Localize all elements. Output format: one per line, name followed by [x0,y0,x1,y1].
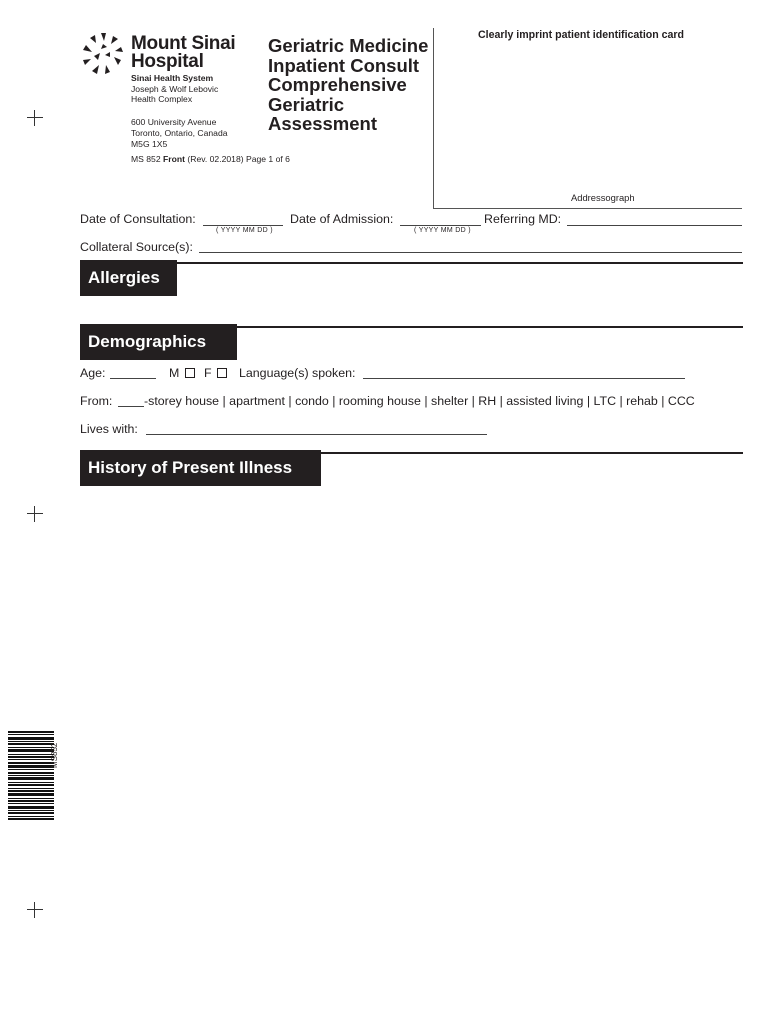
female-label: F [204,366,212,380]
crop-mark-bottom [27,902,43,918]
from-options: -storey house | apartment | condo | rooming house | shelter | RH | assisted living | LTC | rehab | CCC [144,394,695,408]
form-side: Front [163,154,185,164]
form-title: Geriatric Medicine Inpatient Consult Comprehensive Geriatric Assessment [268,35,429,134]
male-checkbox[interactable] [185,368,195,378]
addressograph-label: Addressograph [571,192,635,203]
vertical-form-code: MS852 [50,742,59,768]
consultation-date-field[interactable] [203,225,283,226]
age-field[interactable] [110,378,156,379]
sex-male-option[interactable] [169,366,195,380]
referring-md-label: Referring MD: [484,212,562,226]
referring-md-field[interactable] [567,225,742,226]
health-system-name: Sinai Health System [131,73,214,83]
male-label: M [169,366,180,380]
hospital-address-line2: Toronto, Ontario, Canada [131,128,228,138]
hospital-address-line3: M5G 1X5 [131,139,168,149]
languages-label: Language(s) spoken: [239,366,356,380]
consultation-date-hint: ( YYYY MM DD ) [216,227,273,234]
from-label: From: [80,394,113,408]
admission-date-label: Date of Admission: [290,212,394,226]
form-code-line [131,154,290,165]
hpi-entry-area[interactable] [80,490,743,990]
female-checkbox[interactable] [217,368,227,378]
lives-with-label: Lives with: [80,422,138,436]
complex-name-line1: Joseph & Wolf Lebovic [131,84,219,94]
form-code: MS 852 [131,154,161,164]
form-revision: (Rev. 02.2018) Page 1 of 6 [187,154,290,164]
mount-sinai-logo-icon [80,32,126,76]
allergies-rule [80,262,743,264]
crop-mark-top [27,110,43,126]
crop-mark-middle [27,506,43,522]
consultation-date-label: Date of Consultation: [80,212,196,226]
storey-count-field[interactable] [118,406,144,407]
collateral-source-label: Collateral Source(s): [80,240,193,254]
addressograph-box[interactable] [433,28,742,209]
demographics-header: Demographics [80,324,237,360]
hpi-header: History of Present Illness [80,450,321,486]
addressograph-caption: Clearly imprint patient identification card [478,29,685,41]
complex-name-line2: Health Complex [131,94,193,104]
admission-date-hint: ( YYYY MM DD ) [414,227,471,234]
languages-field[interactable] [363,378,685,379]
hospital-address-line1: 600 University Avenue [131,117,217,127]
sex-female-option[interactable] [204,366,227,380]
age-label: Age: [80,366,106,380]
lives-with-field[interactable] [146,434,487,435]
logo-name: Mount Sinai Hospital [131,33,236,72]
allergies-header: Allergies [80,260,177,296]
collateral-source-field[interactable] [199,252,742,253]
admission-date-field[interactable] [400,225,481,226]
form-barcode [8,731,54,825]
